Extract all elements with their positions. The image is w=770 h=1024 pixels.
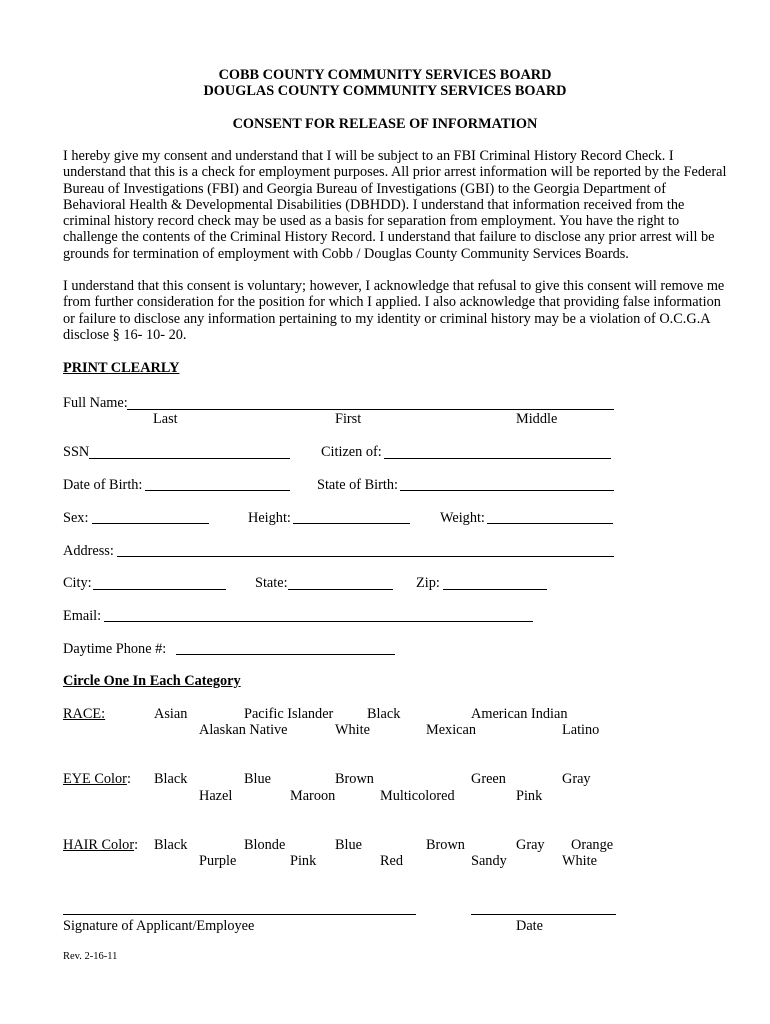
eye-option-pink[interactable]: Pink [516,788,543,804]
paragraph-line: or failure to disclose any information pertaining to my identity or criminal history may be a violation of O.C.G.A [63,310,711,327]
hair-option-orange[interactable]: Orange [571,837,614,853]
address-field[interactable] [117,556,614,557]
circle-one-heading: Circle One In Each Category [63,673,241,689]
race-option-pacific-islander[interactable]: Pacific Islander [244,706,334,722]
zip-label: Zip: [416,575,440,591]
weight-label: Weight: [440,510,485,526]
zip-field[interactable] [443,589,547,590]
hair-color-label: HAIR Color: [63,837,139,853]
print-clearly-heading: PRINT CLEARLY [63,360,180,376]
race-option-american-indian[interactable]: American Indian [471,706,568,722]
hair-option-gray[interactable]: Gray [516,837,545,853]
eye-option-blue[interactable]: Blue [244,771,272,787]
sex-field[interactable] [92,523,209,524]
eye-color-label: EYE Color: [63,771,131,787]
race-option-mexican[interactable]: Mexican [426,722,477,738]
ssn-label: SSN [63,444,90,460]
height-label: Height: [248,510,291,526]
sex-label: Sex: [63,510,89,526]
org-name-douglas: DOUGLAS COUNTY COMMUNITY SERVICES BOARD [203,83,567,99]
email-label: Email: [63,608,102,624]
eye-option-hazel[interactable]: Hazel [199,788,233,804]
height-field[interactable] [293,523,410,524]
address-label: Address: [63,543,114,559]
date-field[interactable] [471,914,616,915]
hair-option-sandy[interactable]: Sandy [471,853,507,869]
paragraph-line: Bureau of Investigations (FBI) and Georgia Bureau of Investigations (GBI) to the Georgia Department of [63,180,666,197]
date-caption: Date [516,918,543,934]
paragraph-line: understand that this is a check for employment purposes. All prior arrest information will be reported by the Federal [63,164,727,181]
daytime-phone-field[interactable] [176,654,395,655]
daytime-phone-label: Daytime Phone #: [63,641,167,657]
state-field[interactable] [288,589,393,590]
dob-label: Date of Birth: [63,477,143,493]
paragraph-line: disclose § 16- 10- 20. [63,326,187,343]
paragraph-line: I hereby give my consent and understand that I will be subject to an FBI Criminal History Record Check. I [63,148,674,164]
paragraph-line: Behavioral Health & Developmental Disabilities (DBHDD). I understand that information received from the [63,196,685,213]
race-option-alaskan-native[interactable]: Alaskan Native [199,722,288,738]
hair-option-blue[interactable]: Blue [335,837,363,853]
city-label: City: [63,575,92,591]
eye-option-black[interactable]: Black [154,771,188,787]
ssn-field[interactable] [89,458,290,459]
hair-option-blonde[interactable]: Blonde [244,837,286,853]
paragraph-line: criminal history record check may be used as a basis for separation from employment. You have the right to [63,213,680,230]
first-name-caption: First [335,411,362,427]
race-option-white[interactable]: White [335,722,370,738]
dob-field[interactable] [145,490,290,491]
paragraph-line: challenge the contents of the Criminal History Record. I understand that failure to disclose any prior arrest will be [63,229,715,246]
paragraph-line: from further consideration for the position for which I applied. I also acknowledge that providing false information [63,294,721,311]
state-of-birth-label: State of Birth: [317,477,399,493]
revision-note: Rev. 2-16-11 [63,951,118,962]
full-name-field[interactable] [127,409,614,410]
consent-paragraph-1 [63,148,727,262]
state-of-birth-field[interactable] [400,490,614,491]
eye-option-brown[interactable]: Brown [335,771,374,787]
hair-option-red[interactable]: Red [380,853,404,869]
race-option-black[interactable]: Black [367,706,401,722]
paragraph-line: grounds for termination of employment with Cobb / Douglas County Community Services Boards. [63,245,629,262]
signature-caption: Signature of Applicant/Employee [63,918,255,934]
hair-option-black[interactable]: Black [154,837,188,853]
eye-option-multicolored[interactable]: Multicolored [380,788,455,804]
hair-option-purple[interactable]: Purple [199,853,237,869]
state-label: State: [255,575,288,591]
weight-field[interactable] [487,523,613,524]
race-option-asian[interactable]: Asian [154,706,188,722]
org-name-cobb: COBB COUNTY COMMUNITY SERVICES BOARD [218,67,552,83]
hair-option-pink[interactable]: Pink [290,853,317,869]
hair-option-brown[interactable]: Brown [426,837,465,853]
eye-option-green[interactable]: Green [471,771,506,787]
signature-field[interactable] [63,914,416,915]
citizen-of-field[interactable] [384,458,611,459]
hair-option-white[interactable]: White [562,853,597,869]
email-field[interactable] [104,621,533,622]
race-label: RACE: [63,706,106,722]
full-name-label: Full Name: [63,395,128,411]
middle-name-caption: Middle [516,411,558,427]
citizen-of-label: Citizen of: [321,444,382,460]
race-option-latino[interactable]: Latino [562,722,600,738]
consent-paragraph-2 [63,278,725,343]
last-name-caption: Last [153,411,178,427]
eye-option-gray[interactable]: Gray [562,771,591,787]
paragraph-line: I understand that this consent is voluntary; however, I acknowledge that refusal to give this consent will remove me [63,278,725,294]
eye-option-maroon[interactable]: Maroon [290,788,336,804]
page-title: CONSENT FOR RELEASE OF INFORMATION [232,116,538,132]
city-field[interactable] [93,589,226,590]
